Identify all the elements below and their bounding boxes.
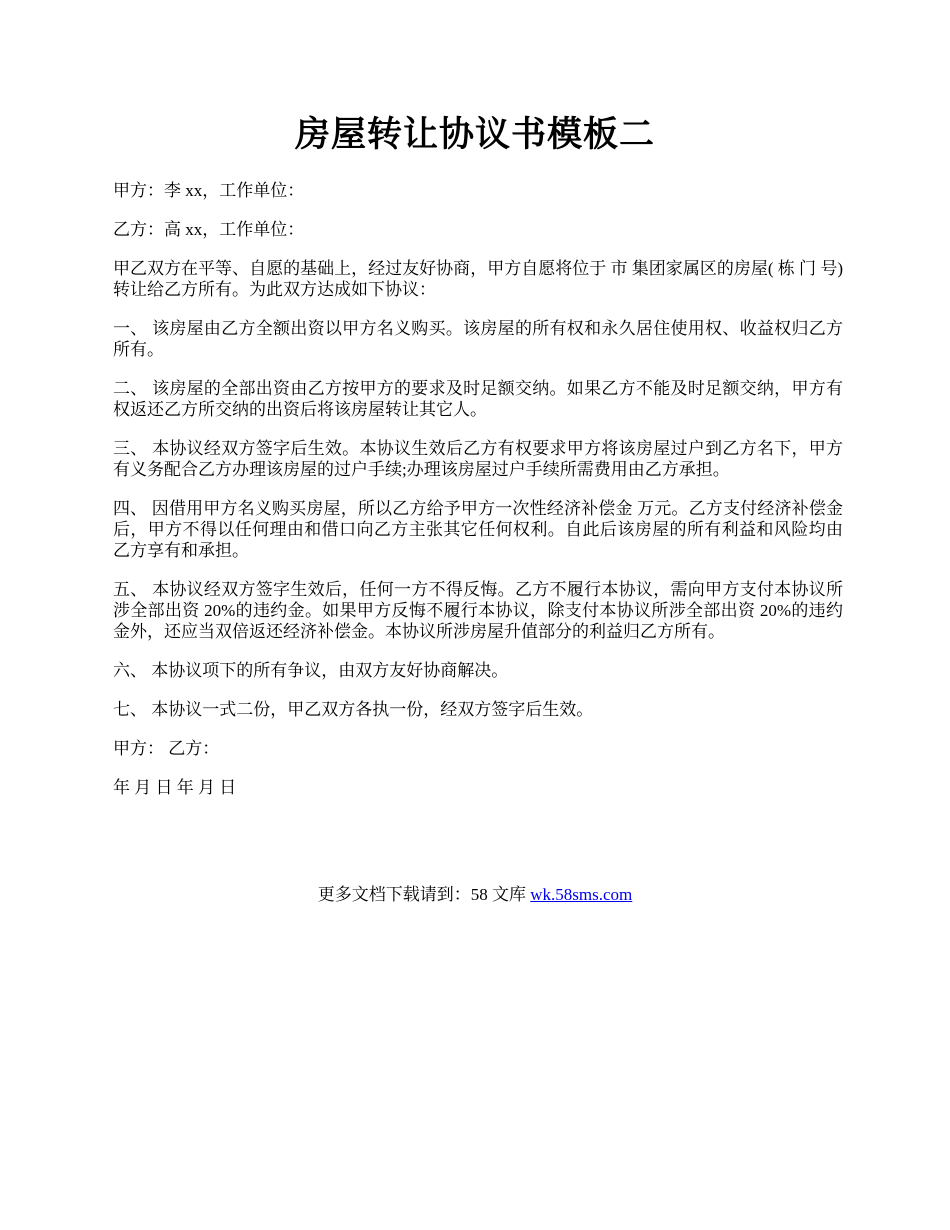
party-a-line: 甲方：李 xx，工作单位： [113, 181, 305, 200]
document-body [113, 180, 843, 798]
footer-prefix: 更多文档下载请到：58 文库 [317, 885, 531, 904]
party-b-line: 乙方：高 xx，工作单位： [113, 220, 305, 239]
clause-7: 七、 本协议一式二份，甲乙双方各执一份，经双方签字后生效。 [113, 700, 594, 719]
clause-4: 四、 因借用甲方名义购买房屋，所以乙方给予甲方一次性经济补偿金 万元。乙方支付经济补偿金后，甲方不得以任何理由和借口向乙方主张其它任何权利。自此后该房屋的所有利益和风险均由乙方享有和承担。 [113, 499, 843, 560]
document-title: 房屋转让协议书模板二 [294, 115, 655, 154]
footer [0, 884, 950, 906]
preamble-paragraph: 甲乙双方在平等、自愿的基础上，经过友好协商，甲方自愿将位于 市 集团家属区的房屋( 栋 门 号)转让给乙方所有。为此双方达成如下协议： [113, 259, 843, 299]
clause-5: 五、 本协议经双方签字生效后，任何一方不得反悔。乙方不履行本协议，需向甲方支付本协议所涉全部出资 20%的违约金。如果甲方反悔不履行本协议，除支付本协议所涉全部出资 20%的违约金外，还应当双倍返还经济补偿金。本协议所涉房屋升值部分的利益归乙方所有。 [113, 580, 843, 641]
clause-6: 六、 本协议项下的所有争议，由双方友好协商解决。 [113, 661, 509, 680]
clause-2: 二、 该房屋的全部出资由乙方按甲方的要求及时足额交纳。如果乙方不能及时足额交纳，甲方有权返还乙方所交纳的出资后将该房屋转让其它人。 [113, 379, 843, 419]
date-line: 年 月 日 年 月 日 [113, 778, 237, 797]
clause-3: 三、 本协议经双方签字后生效。本协议生效后乙方有权要求甲方将该房屋过户到乙方名下，甲方有义务配合乙方办理该房屋的过户手续;办理该房屋过户手续所需费用由乙方承担。 [113, 439, 843, 479]
footer-link[interactable]: wk.58sms.com [530, 885, 633, 904]
signature-line: 甲方： 乙方： [113, 739, 220, 758]
clause-1: 一、 该房屋由乙方全额出资以甲方名义购买。该房屋的所有权和永久居住使用权、收益权归乙方所有。 [113, 319, 843, 359]
